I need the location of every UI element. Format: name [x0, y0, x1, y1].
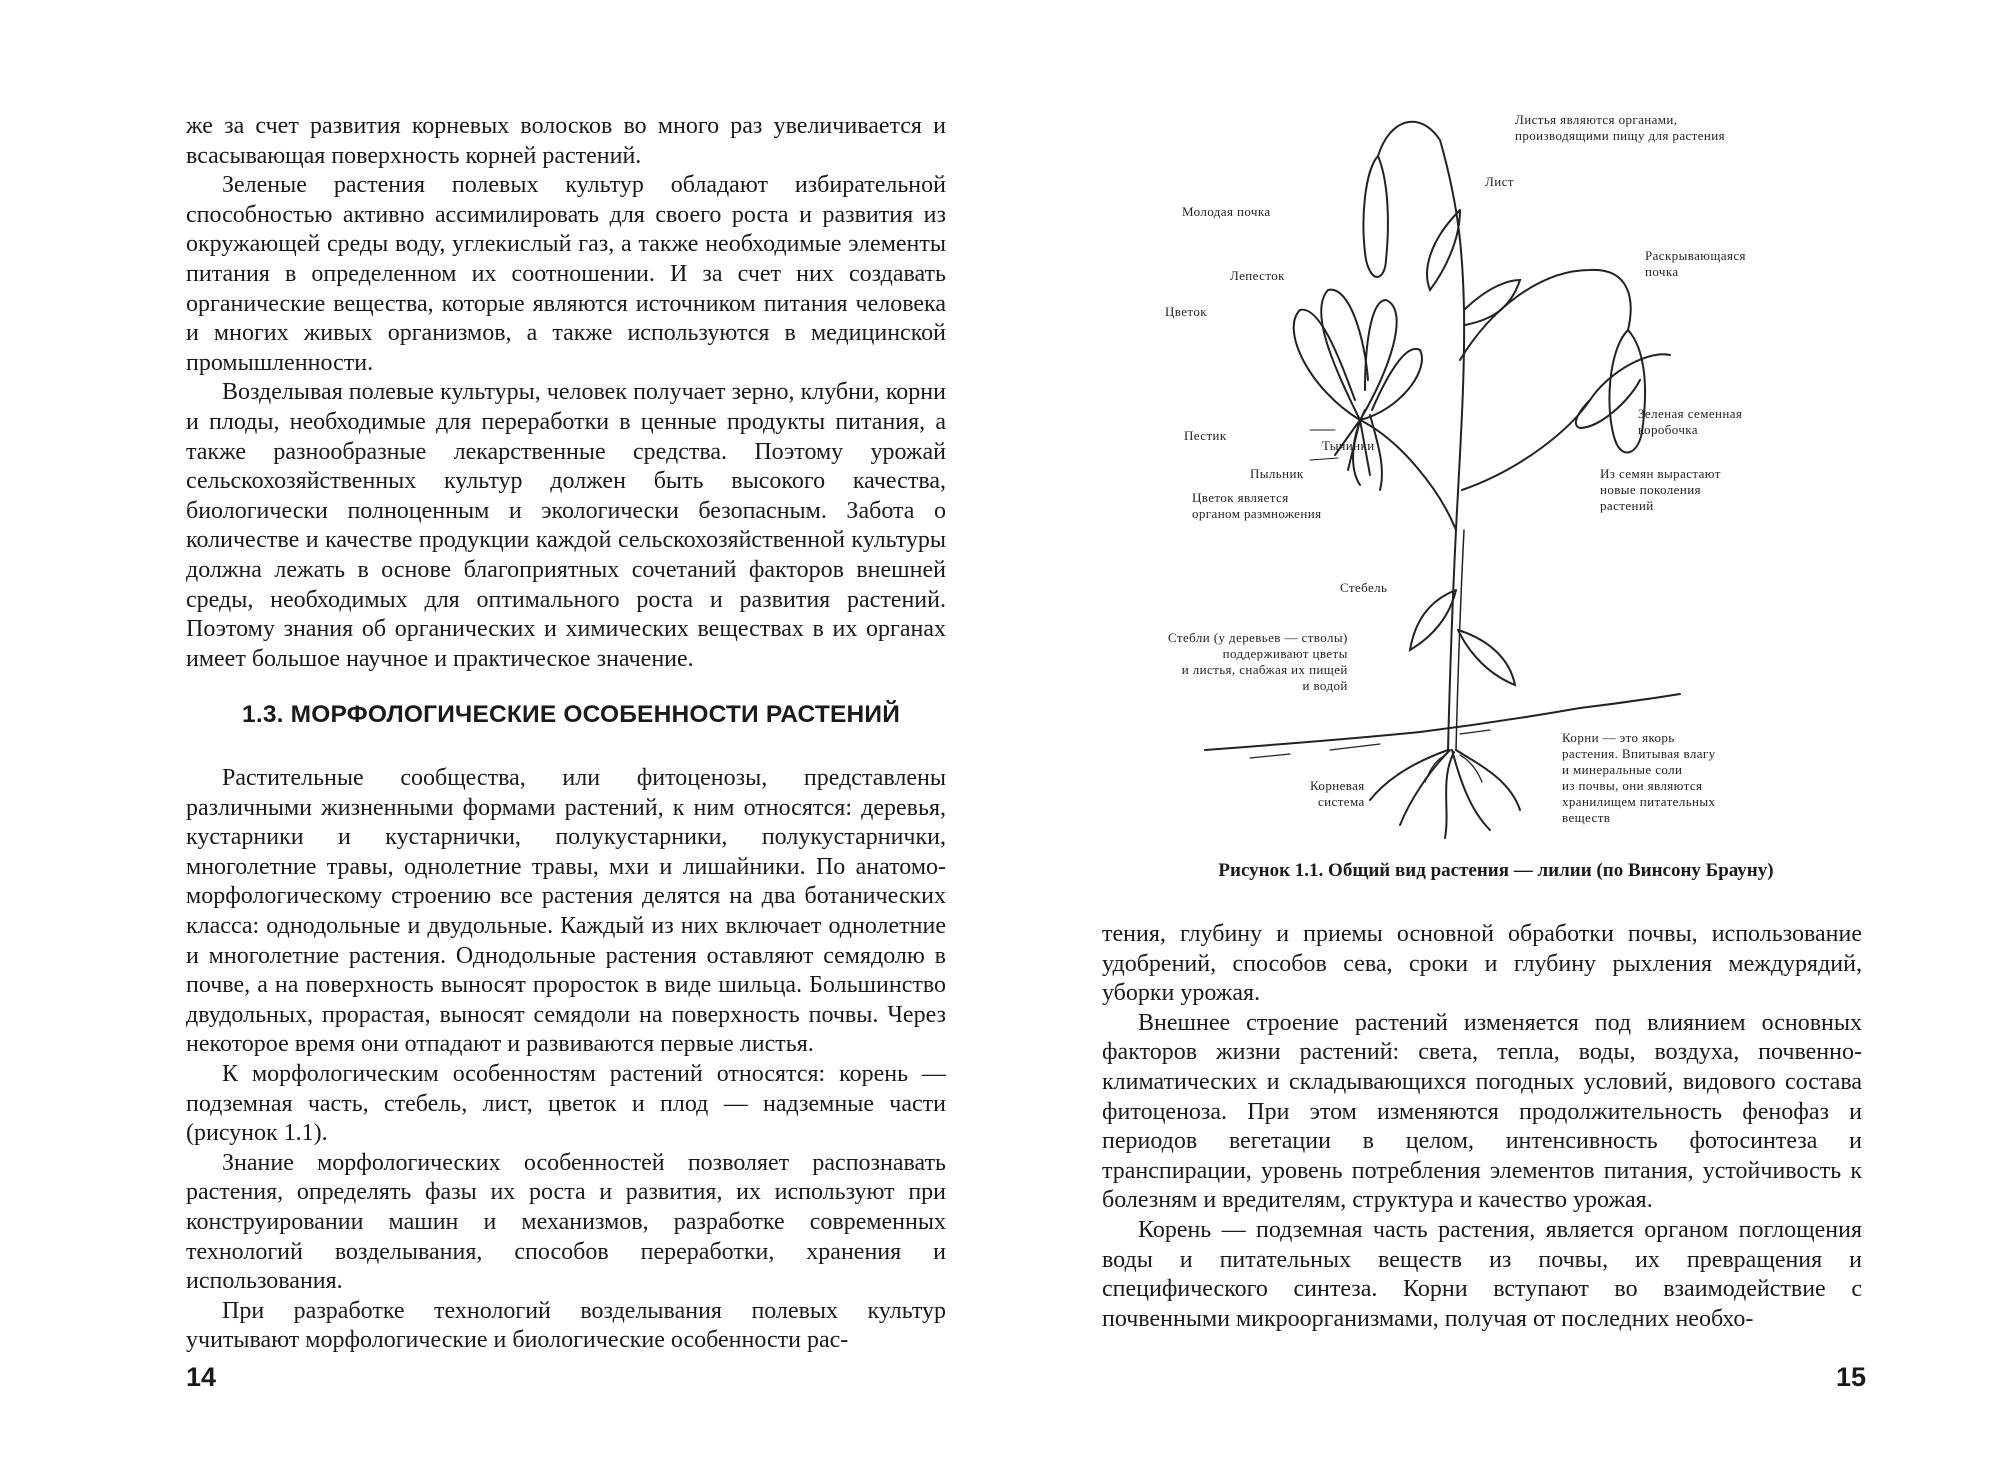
- label-leaf: Лист: [1485, 174, 1514, 189]
- label-roots-anchor: Корни — это якорь растения. Впитывая влагу и минеральные соли из почвы, они являются хранилищем питательных веществ: [1562, 730, 1716, 825]
- label-leaves-organs: Листья являются органами, производящими пищу для растения: [1515, 112, 1726, 143]
- page-number-right: 15: [1836, 1362, 1867, 1392]
- section-heading: 1.3. МОРФОЛОГИЧЕСКИЕ ОСОБЕННОСТИ РАСТЕНИЙ: [242, 701, 901, 728]
- label-stems-trunks: Стебли (у деревьев — стволы) поддерживают цветы и листья, снабжая их пищей и водой: [1168, 630, 1348, 693]
- label-pistil: Пестик: [1184, 428, 1227, 443]
- label-young-bud: Молодая почка: [1182, 204, 1271, 219]
- label-anther: Пыльник: [1250, 466, 1304, 481]
- left-bottom-text: [186, 764, 946, 1356]
- label-root-system: Корневая система: [1310, 778, 1365, 809]
- label-seed-box: Зеленая семенная коробочка: [1638, 406, 1743, 437]
- label-petal: Лепесток: [1230, 268, 1285, 283]
- paragraph: Возделывая полевые культуры, человек получает зерно, клубни, корни и плоды, необходимые для переработки в ценные продукты питания, а также разнообразные лекарственные средства. Поэтому урожай сельскохозяйственных культур должен быть высокого качества, биологически полноценным и экологически безопасным. Забота о количестве и качестве продукции каждой сельскохозяйственной культуры должна лежать в основе благоприятных сочетаний факторов внешней среды, необходимых для оптимального роста и развития растений. Поэтому знания об органических и химических веществах в их органах имеет большое научное и практическое значение.: [186, 379, 946, 672]
- lily-figure: [1160, 110, 1860, 850]
- label-flower: Цветок: [1165, 304, 1207, 319]
- left-top-text: [186, 112, 946, 674]
- right-page: [1000, 0, 2000, 1476]
- paragraph: При разработке технологий возделывания полевых культур учитывают морфологические и биологические особенности рас-: [186, 1297, 946, 1354]
- paragraph: Зеленые растения полевых культур обладают избирательной способностью активно ассимилировать для своего роста и развития из окружающей среды воду, углекислый газ, а также необходимые элементы питания в определенном их соотношении. И за счет них создавать органические вещества, которые являются источником питания человека и многих живых организмов, а также используются в медицинской промышленности.: [186, 172, 946, 376]
- paragraph: К морфологическим особенностям растений относятся: корень — подземная часть, стебель, лист, цветок и плод — надземные части (рисунок 1.1).: [186, 1060, 946, 1147]
- right-text: [1102, 920, 1862, 1334]
- label-flower-organ: Цветок является органом размножения: [1192, 490, 1322, 521]
- paragraph: же за счет развития корневых волосков во много раз увеличивается и всасывающая поверхность корней растений.: [186, 113, 946, 169]
- paragraph: Внешнее строение растений изменяется под влиянием основных факторов жизни растений: света, тепла, воды, воздуха, почвенно-климатических и складывающихся погодных условий, видового состава фитоценоза. При этом изменяются продолжительность фенофаз и периодов вегетации в целом, интенсивность фотосинтеза и транспирации, уровень потребления элементов питания, устойчивость к болезням и вредителям, структура и качество урожая.: [1102, 1009, 1862, 1214]
- label-seeds-grow: Из семян вырастают новые поколения растений: [1600, 466, 1721, 513]
- label-stem: Стебель: [1340, 580, 1388, 595]
- label-stamens: Тычинки: [1322, 438, 1375, 453]
- paragraph: Знание морфологических особенностей позволяет распознавать растения, определять фазы их роста и развития, их используют при конструировании машин и механизмов, разработке современных технологий возделывания, способов переработки, хранения и использования.: [186, 1149, 946, 1295]
- figure-caption: Рисунок 1.1. Общий вид растения — лилии (по Винсону Брауну): [1218, 860, 1774, 881]
- page-number-left: 14: [186, 1362, 217, 1392]
- paragraph: Корень — подземная часть растения, является органом поглощения воды и питательных веществ из почвы, их превращения и специфического синтеза. Корни вступают во взаимодействие с почвенными микроорганизмами, получая от последних необхо-: [1102, 1216, 1862, 1332]
- label-opening-bud: Раскрывающаяся почка: [1645, 248, 1746, 279]
- paragraph: тения, глубину и приемы основной обработки почвы, использование удобрений, способов сева, сроки и глубину рыхления междурядий, уборки урожая.: [1102, 921, 1862, 1007]
- paragraph: Растительные сообщества, или фитоценозы, представлены различными жизненными формами растений, к ним относятся: деревья, кустарники и кустарнички, полукустарники, полукустарнички, многолетние травы, однолетние травы, мхи и лишайники. По анатомо-морфологическому строению все растения делятся на два ботанических класса: однодольные и двудольные. Каждый из них включает однолетние и многолетние растения. Однодольные растения оставляют семядолю в почве, а на поверхность выносят проросток в виде шильца. Большинство двудольных, прорастая, выносят семядоли на поверхность почвы. Через некоторое время они отпадают и развиваются первые листья.: [186, 765, 946, 1058]
